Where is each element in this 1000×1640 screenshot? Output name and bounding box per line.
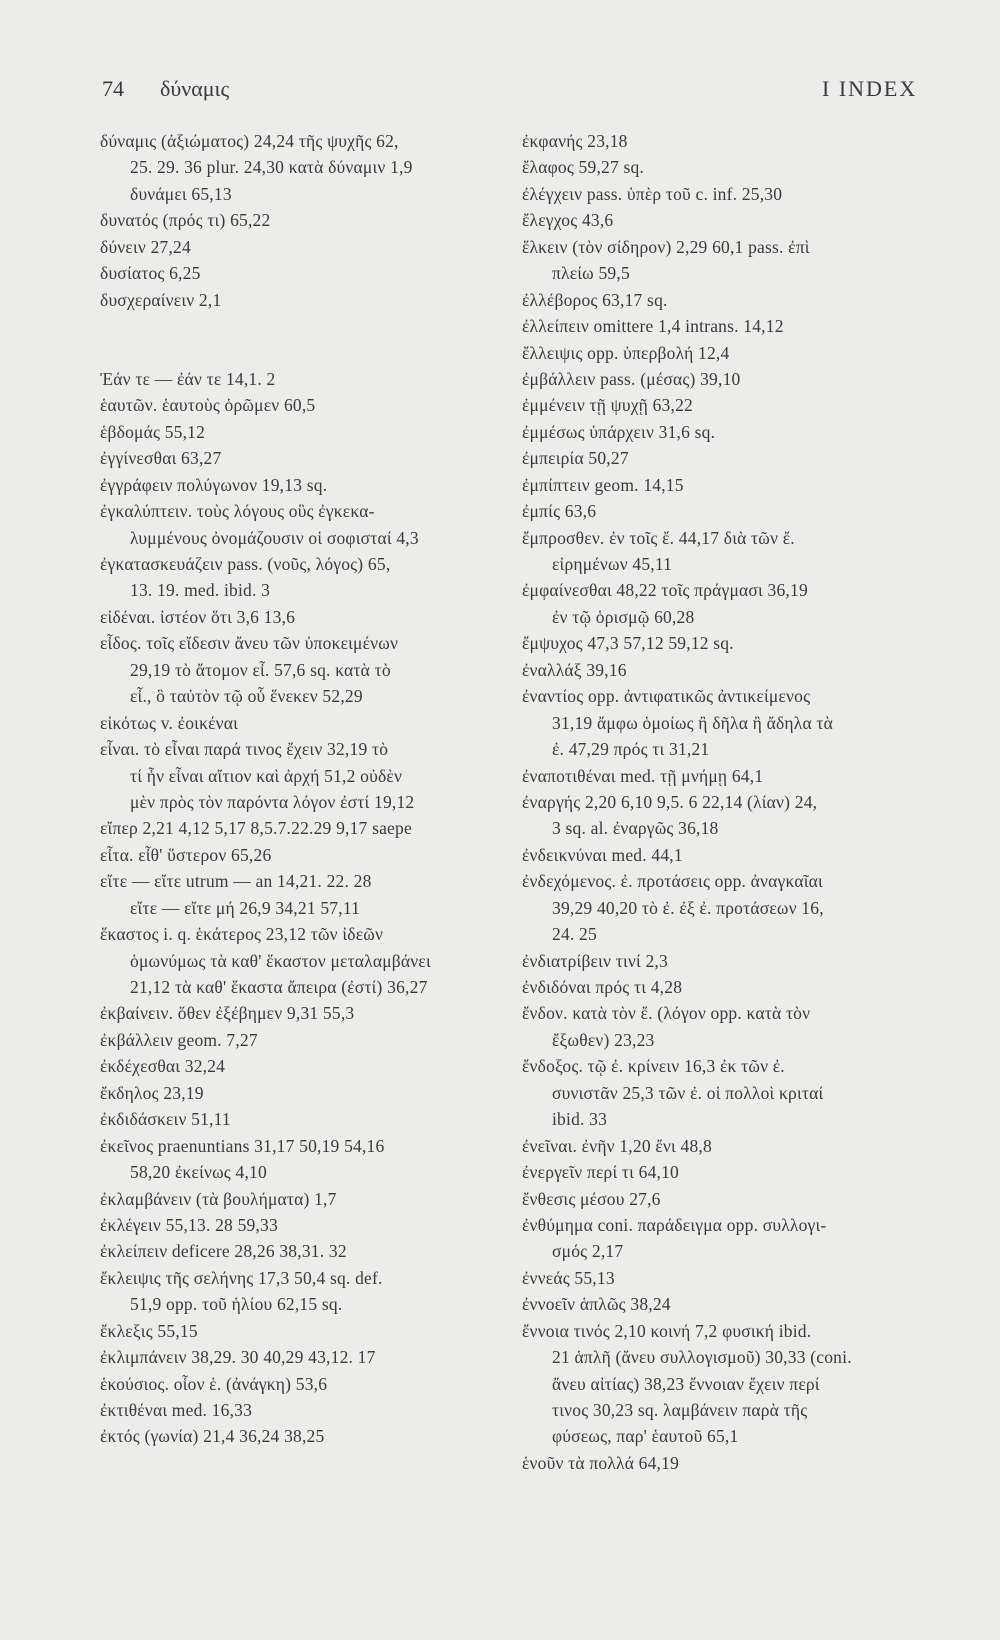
index-entry-line: ἐμπίς 63,6 [522,501,597,522]
index-entry-line: ἐναργής 2,20 6,10 9,5. 6 22,14 (λίαν) 24, [522,791,818,812]
index-entry-line: ὁμωνύμως τὰ καθ' ἕκαστον μεταλαμβάνει [130,950,431,971]
index-entry-line: ἐκδέχεσθαι 32,24 [100,1056,226,1077]
index-entry-line: 51,9 opp. τοῦ ἡλίου 62,15 sq. [130,1294,343,1315]
index-entry-line: ἔξωθεν) 23,23 [552,1029,655,1050]
index-entry-line: 13. 19. med. ibid. 3 [130,580,271,601]
index-entry-line: ἐκλέγειν 55,13. 28 59,33 [100,1214,278,1235]
index-entry-line: ἐνδιδόναι πρός τι 4,28 [522,977,683,997]
index-entry-line: ἐνεργεῖν περί τι 64,10 [522,1162,680,1183]
index-entry-line: εἴτε — εἴτε utrum — an 14,21. 22. 28 [100,871,372,892]
index-entry-line: εἰκότως v. ἐοικέναι [100,712,239,733]
index-entry-line: ἔκδηλος 23,19 [100,1082,204,1103]
index-entry-line: δύναμις (ἀξιώματος) 24,24 τῆς ψυχῆς 62, [100,131,399,151]
index-entry-line: ἐνδιατρίβειν τινί 2,3 [522,950,668,971]
index-entry-line: ἔλεγχος 43,6 [522,210,614,231]
index-entry-line: ἐγκαλύπτειν. τοὺς λόγους οὓς ἐγκεκα- [100,501,375,522]
index-entry-line: ἐναντίος opp. ἀντιφατικῶς ἀντικείμενος [522,686,811,707]
index-entry-line: ἐκλαμβάνειν (τὰ βουλήματα) 1,7 [100,1188,337,1209]
index-entry-line: ἐμμένειν τῇ ψυχῇ 63,22 [522,395,693,416]
index-entry-line: 3 sq. al. ἐναργῶς 36,18 [552,818,719,839]
index-entry-line: 21,12 τὰ καθ' ἕκαστα ἄπειρα (ἐστί) 36,27 [130,977,428,997]
index-entry-line: ἔλλειψις opp. ὑπερβολή 12,4 [522,342,730,363]
index-entry-line: ἔλαφος 59,27 sq. [522,157,645,178]
index-entry-line [100,340,500,366]
index-entry-line: ἔνδοξος. τῷ ἐ. κρίνειν 16,3 ἐκ τῶν ἐ. [522,1056,785,1077]
index-entry-line: ἐννοεῖν ἁπλῶς 38,24 [522,1294,671,1315]
index-entry-line: ἐκτός (γωνία) 21,4 36,24 38,25 [100,1426,325,1447]
index-entry-line: ἐκβάλλειν geom. 7,27 [100,1029,258,1050]
index-entry-line: ἐμπειρία 50,27 [522,448,629,469]
index-entry-line: σμός 2,17 [552,1241,624,1262]
index-entry-line: δυσχεραίνειν 2,1 [100,289,222,310]
index-entry-line: εἴτε — εἴτε μή 26,9 34,21 57,11 [130,897,361,918]
index-entry-line: ἐνδεικνύναι med. 44,1 [522,844,683,865]
index-entry-line: ἐκλιμπάνειν 38,29. 30 40,29 43,12. 17 [100,1347,376,1368]
index-entry-line: ἐκτιθέναι med. 16,33 [100,1400,253,1420]
left-column [100,128,500,1450]
index-entry-line: ibid. 33 [552,1109,608,1130]
index-entry-line: ἄνευ αἰτίας) 38,23 ἔννοιαν ἔχειν περί [552,1373,820,1394]
page-header [0,76,1000,108]
index-entry-line: 29,19 τὸ ἄτομον εἶ. 57,6 sq. κατὰ τὸ [130,659,391,680]
index-entry-line: 21 ἁπλῆ (ἄνευ συλλογισμοῦ) 30,33 (coni. [552,1347,852,1368]
index-entry-line: ἐκεῖνος praenuntians 31,17 50,19 54,16 [100,1135,385,1156]
index-label: I INDEX [822,76,918,101]
index-entry-line: ἑαυτῶν. ἑαυτοὺς ὁρῶμεν 60,5 [100,395,316,416]
index-entry-line: ἐλλέβορος 63,17 sq. [522,289,668,310]
index-entry-line: ἔνθεσις μέσου 27,6 [522,1188,661,1209]
index-entry-line: ἐλλείπειν omittere 1,4 intrans. 14,12 [522,316,784,337]
index-entry-line: μὲν πρὸς τὸν παρόντα λόγον ἐστί 19,12 [130,791,415,812]
running-head: δύναμις [160,76,230,101]
index-entry-line: εἰδέναι. ἰστέον ὅτι 3,6 13,6 [100,606,296,627]
index-entry-line: εἴπερ 2,21 4,12 5,17 8,5.7.22.29 9,17 saepe [100,818,412,839]
index-entry-line: ἔννοια τινός 2,10 κοινή 7,2 φυσική ibid. [522,1320,812,1341]
index-entry-line: φύσεως, παρ' ἑαυτοῦ 65,1 [552,1426,739,1447]
index-entry-line: ἐγγίνεσθαι 63,27 [100,448,222,469]
index-entry-line: ἐγγράφειν πολύγωνον 19,13 sq. [100,474,328,495]
index-entry-line: εἶδος. τοῖς εἴδεσιν ἄνευ τῶν ὑποκειμένων [100,633,399,654]
index-entry-line: ἕλκειν (τὸν σίδηρον) 2,29 60,1 pass. ἐπὶ [522,236,810,257]
index-entry-line: ἐνθύμημα coni. παράδειγμα opp. συλλογι- [522,1214,827,1235]
index-entry-line: ἐκδιδάσκειν 51,11 [100,1109,231,1130]
index-entry-line: δύνειν 27,24 [100,236,191,257]
index-entry-line: 39,29 40,20 τὸ ἐ. ἐξ ἐ. προτάσεων 16, [552,897,824,918]
index-entry-line: ἐκφανής 23,18 [522,131,628,151]
index-entry-line: δυνατός (πρός τι) 65,22 [100,210,271,231]
index-entry-line: ἔκλειψις τῆς σελήνης 17,3 50,4 sq. def. [100,1267,383,1288]
index-entry-line: ἐννεάς 55,13 [522,1267,615,1288]
index-entry-line: ἑνοῦν τὰ πολλά 64,19 [522,1452,680,1473]
index-entry-line: ἐνεῖναι. ἐνῆν 1,20 ἔνι 48,8 [522,1135,712,1156]
index-entry-line [100,313,500,339]
index-entry-line: Ἐάν τε — ἐάν τε 14,1. 2 [100,368,276,389]
index-entry-line: εἰρημένων 45,11 [552,554,673,574]
index-entry-line: ἑκούσιος. οἷον ἑ. (ἀνάγκη) 53,6 [100,1373,328,1394]
index-entry-line: 24. 25 [552,924,597,945]
index-entry-line: ἕκαστος i. q. ἑκάτερος 23,12 τῶν ἰδεῶν [100,924,384,945]
index-entry-line: 31,19 ἄμφω ὁμοίως ἢ δῆλα ἢ ἄδηλα τὰ [552,712,833,733]
index-entry-line: ἑβδομάς 55,12 [100,421,206,442]
index-entry-line: δυσίατος 6,25 [100,263,201,284]
index-entry-line: ἐναποτιθέναι med. τῇ μνήμῃ 64,1 [522,765,764,786]
index-entry-line: ἔμπροσθεν. ἐν τοῖς ἔ. 44,17 διὰ τῶν ἔ. [522,527,795,548]
index-entry-line: εἶτα. εἶθ' ὕστερον 65,26 [100,844,272,865]
index-entry-line: ἐναλλάξ 39,16 [522,659,627,680]
index-entry-line: ἔκλεξις 55,15 [100,1320,198,1341]
index-entry-line: εἶναι. τὸ εἶναι παρά τινος ἔχειν 32,19 τὸ [100,739,389,760]
page-number: 74 [102,76,124,101]
index-entry-line: ἐκλείπειν deficere 28,26 38,31. 32 [100,1241,347,1262]
index-entry-line: ἐ. 47,29 πρός τι 31,21 [552,739,710,760]
index-entry-line: ἐμβάλλειν pass. (μέσας) 39,10 [522,368,741,389]
index-entry-line: πλείω 59,5 [552,263,630,284]
index-entry-line: δυνάμει 65,13 [130,183,232,204]
index-entry-line: ἐμπίπτειν geom. 14,15 [522,474,684,495]
index-entry-line: ἐλέγχειν pass. ὑπὲρ τοῦ c. inf. 25,30 [522,183,783,204]
index-entry-line: ἐγκατασκευάζειν pass. (νοῦς, λόγος) 65, [100,554,391,574]
index-entry-line: εἶ., ὃ ταὐτὸν τῷ οὗ ἕνεκεν 52,29 [130,686,363,707]
index-entry-line: ἐνδεχόμενος. ἐ. προτάσεις opp. ἀναγκαῖαι [522,871,823,892]
index-entry-line: τινος 30,23 sq. λαμβάνειν παρὰ τῆς [552,1400,808,1420]
right-column [522,128,922,1476]
index-entry-line: ἐκβαίνειν. ὅθεν ἐξέβημεν 9,31 55,3 [100,1003,355,1024]
index-entry-line: ἔνδον. κατὰ τὸν ἔ. (λόγον opp. κατὰ τὸν [522,1003,811,1024]
index-entry-line: 58,20 ἐκείνως 4,10 [130,1162,267,1183]
index-entry-line: λυμμένους ὀνομάζουσιν οἱ σοφισταί 4,3 [130,527,419,548]
index-entry-line: συνιστᾶν 25,3 τῶν ἐ. οἱ πολλοὶ κριταί [552,1082,824,1103]
index-entry-line: ἐμφαίνεσθαι 48,22 τοῖς πράγμασι 36,19 [522,580,808,601]
index-entry-line: τί ἦν εἶναι αἴτιον καὶ ἀρχή 51,2 οὐδὲν [130,765,403,786]
index-entry-line: ἐμμέσως ὑπάρχειν 31,6 sq. [522,421,716,442]
index-entry-line: 25. 29. 36 plur. 24,30 κατὰ δύναμιν 1,9 [130,157,413,178]
index-entry-line: ἔμψυχος 47,3 57,12 59,12 sq. [522,633,734,654]
index-entry-line: ἐν τῷ ὁρισμῷ 60,28 [552,606,695,627]
